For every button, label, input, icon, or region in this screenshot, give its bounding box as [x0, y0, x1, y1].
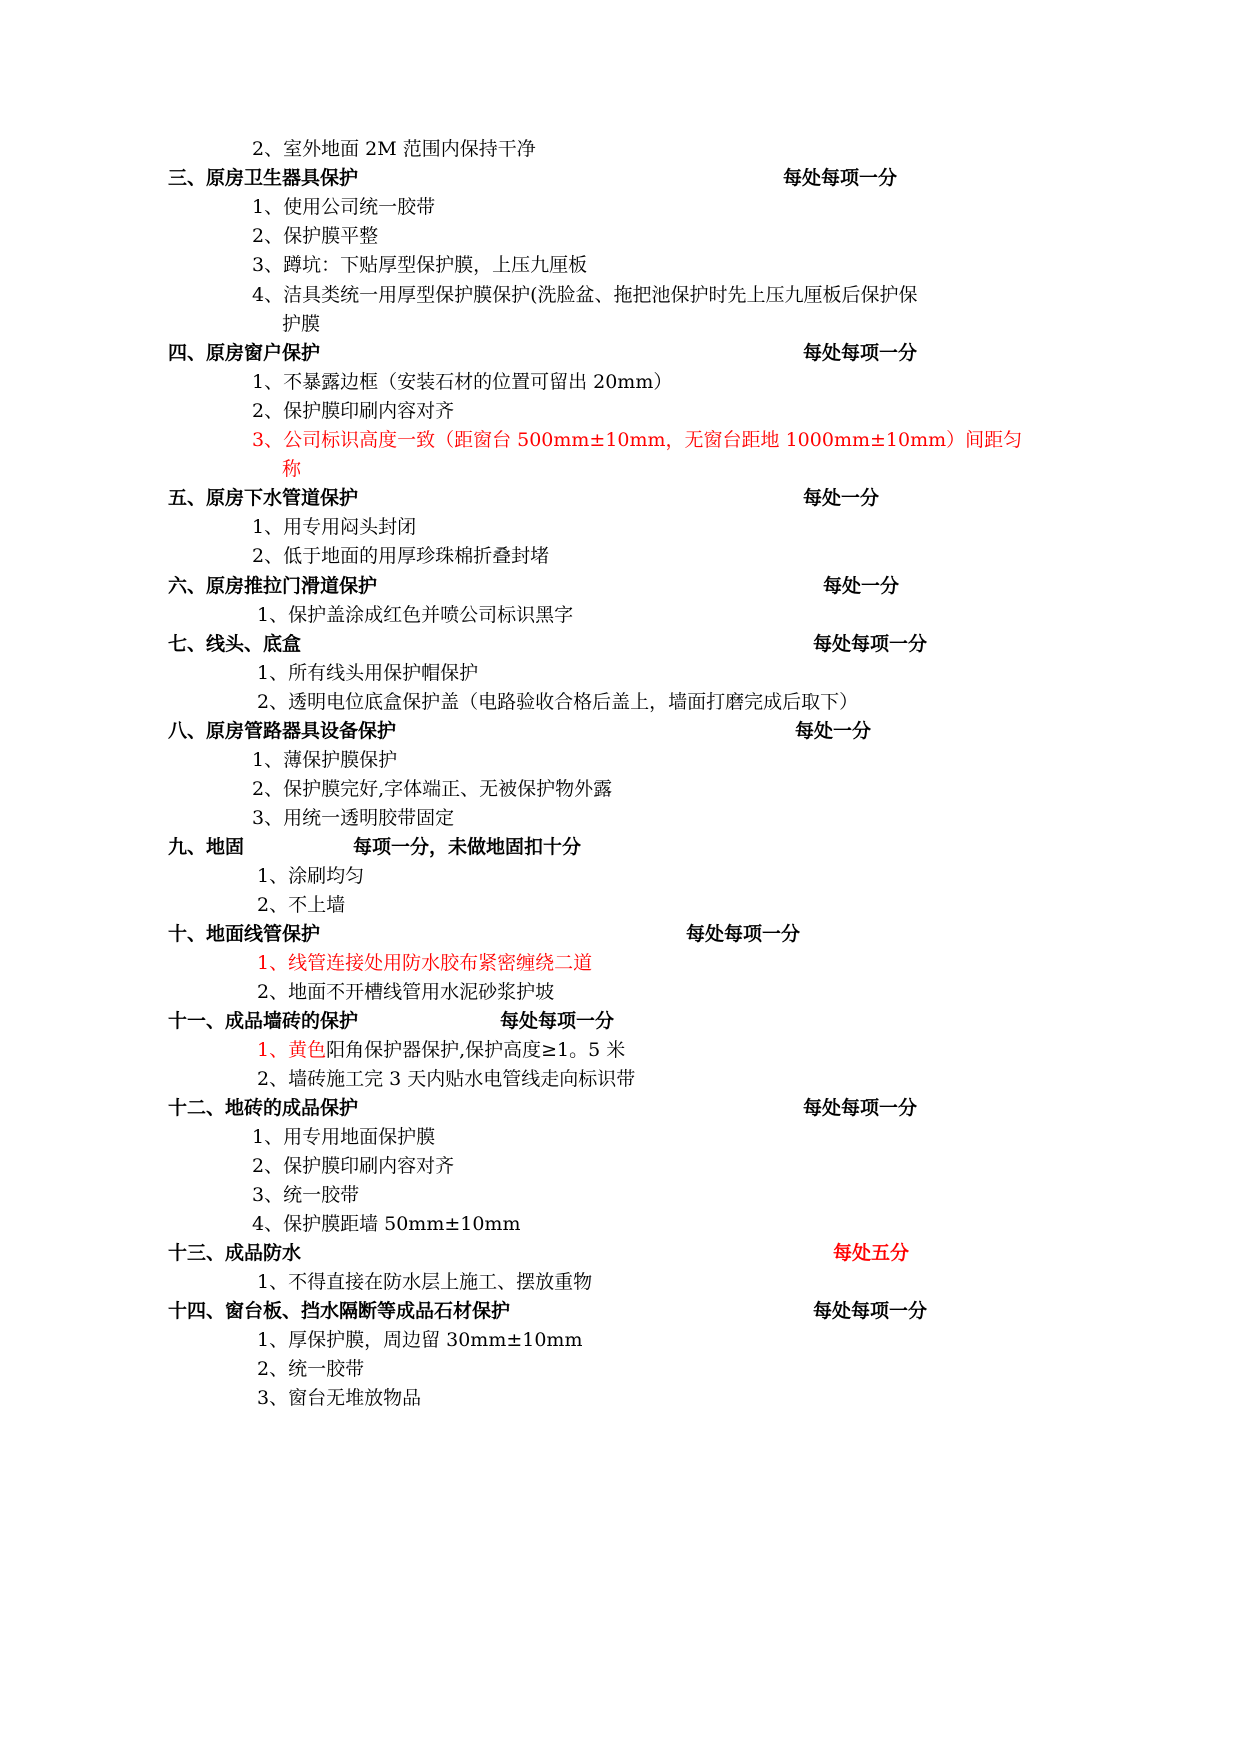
list-item: 3、窗台无堆放物品: [257, 1387, 422, 1409]
list-item: 2、统一胶带: [257, 1358, 365, 1380]
list-item: 2、地面不开槽线管用水泥砂浆护坡: [257, 981, 555, 1003]
list-item: 2、室外地面 2M 范围内保持干净: [252, 138, 536, 160]
highlighted-word: 1、黄色: [257, 1039, 327, 1061]
list-item: 1、涂刷均匀: [257, 865, 365, 887]
section-score: 每处每项一分: [803, 1097, 918, 1119]
section-heading: 四、原房窗户保护: [168, 342, 321, 364]
section-score: 每处每项一分: [813, 633, 928, 655]
list-item: 3、用统一透明胶带固定: [252, 807, 455, 829]
list-item: 4、洁具类统一用厚型保护膜保护(洗脸盆、拖把池保护时先上压九厘板后保护保: [252, 284, 918, 306]
list-item: 2、保护膜印刷内容对齐: [252, 400, 455, 422]
section-heading: 三、原房卫生器具保护: [168, 167, 359, 189]
list-item: [257, 1038, 625, 1062]
list-item: 4、保护膜距墙 50mm±10mm: [252, 1213, 521, 1235]
list-item: 2、保护膜印刷内容对齐: [252, 1155, 455, 1177]
list-item: 2、保护膜完好,字体端正、无被保护物外露: [252, 778, 613, 800]
list-item: 1、不暴露边框（安装石材的位置可留出 20mm）: [252, 371, 673, 393]
list-item: 3、统一胶带: [252, 1184, 360, 1206]
section-score: 每处一分: [823, 575, 900, 597]
list-item: 1、所有线头用保护帽保护: [257, 662, 479, 684]
list-item: 3、蹲坑：下贴厚型保护膜，上压九厘板: [252, 254, 588, 276]
section-heading: 十一、成品墙砖的保护: [168, 1010, 359, 1032]
list-item-highlighted: 1、线管连接处用防水胶布紧密缠绕二道: [257, 952, 593, 974]
section-score: 每处一分: [795, 720, 872, 742]
list-item-highlighted: 3、公司标识高度一致（距窗台 500mm±10mm，无窗台距地 1000mm±10mm）间距匀: [252, 429, 1023, 451]
section-score: 每处每项一分: [686, 923, 801, 945]
section-heading: 十、地面线管保护: [168, 923, 321, 945]
list-item-text: 阳角保护器保护,保护高度≥1。5 米: [326, 1039, 626, 1061]
section-score: 每处每项一分: [813, 1300, 928, 1322]
list-item: 2、透明电位底盒保护盖（电路验收合格后盖上，墙面打磨完成后取下）: [257, 691, 859, 713]
section-heading: 十四、窗台板、挡水隔断等成品石材保护: [168, 1300, 511, 1322]
section-score: 每项一分，未做地固扣十分: [353, 836, 582, 858]
list-item: 2、保护膜平整: [252, 225, 379, 247]
section-heading: 十二、地砖的成品保护: [168, 1097, 359, 1119]
section-heading: 五、原房下水管道保护: [168, 487, 359, 509]
section-score: 每处每项一分: [803, 342, 918, 364]
list-item-continuation: 称: [282, 458, 302, 480]
list-item: 1、保护盖涂成红色并喷公司标识黑字: [257, 604, 574, 626]
list-item: 2、低于地面的用厚珍珠棉折叠封堵: [252, 545, 550, 567]
list-item-continuation: 护膜: [282, 313, 321, 335]
section-score: 每处一分: [803, 487, 880, 509]
section-score: 每处五分: [833, 1242, 910, 1264]
section-heading: 六、原房推拉门滑道保护: [168, 575, 378, 597]
section-heading: 十三、成品防水: [168, 1242, 302, 1264]
list-item: 1、薄保护膜保护: [252, 749, 398, 771]
section-score: 每处每项一分: [500, 1010, 615, 1032]
section-heading: 八、原房管路器具设备保护: [168, 720, 397, 742]
list-item: 2、墙砖施工完 3 天内贴水电管线走向标识带: [257, 1068, 636, 1090]
list-item: 1、用专用闷头封闭: [252, 516, 417, 538]
list-item: 1、使用公司统一胶带: [252, 196, 436, 218]
list-item: 1、用专用地面保护膜: [252, 1126, 436, 1148]
list-item: 1、厚保护膜，周边留 30mm±10mm: [257, 1329, 583, 1351]
list-item: 2、不上墙: [257, 894, 346, 916]
section-heading: 九、地固: [168, 836, 245, 858]
section-score: 每处每项一分: [783, 167, 898, 189]
section-heading: 七、线头、底盒: [168, 633, 302, 655]
list-item: 1、不得直接在防水层上施工、摆放重物: [257, 1271, 593, 1293]
